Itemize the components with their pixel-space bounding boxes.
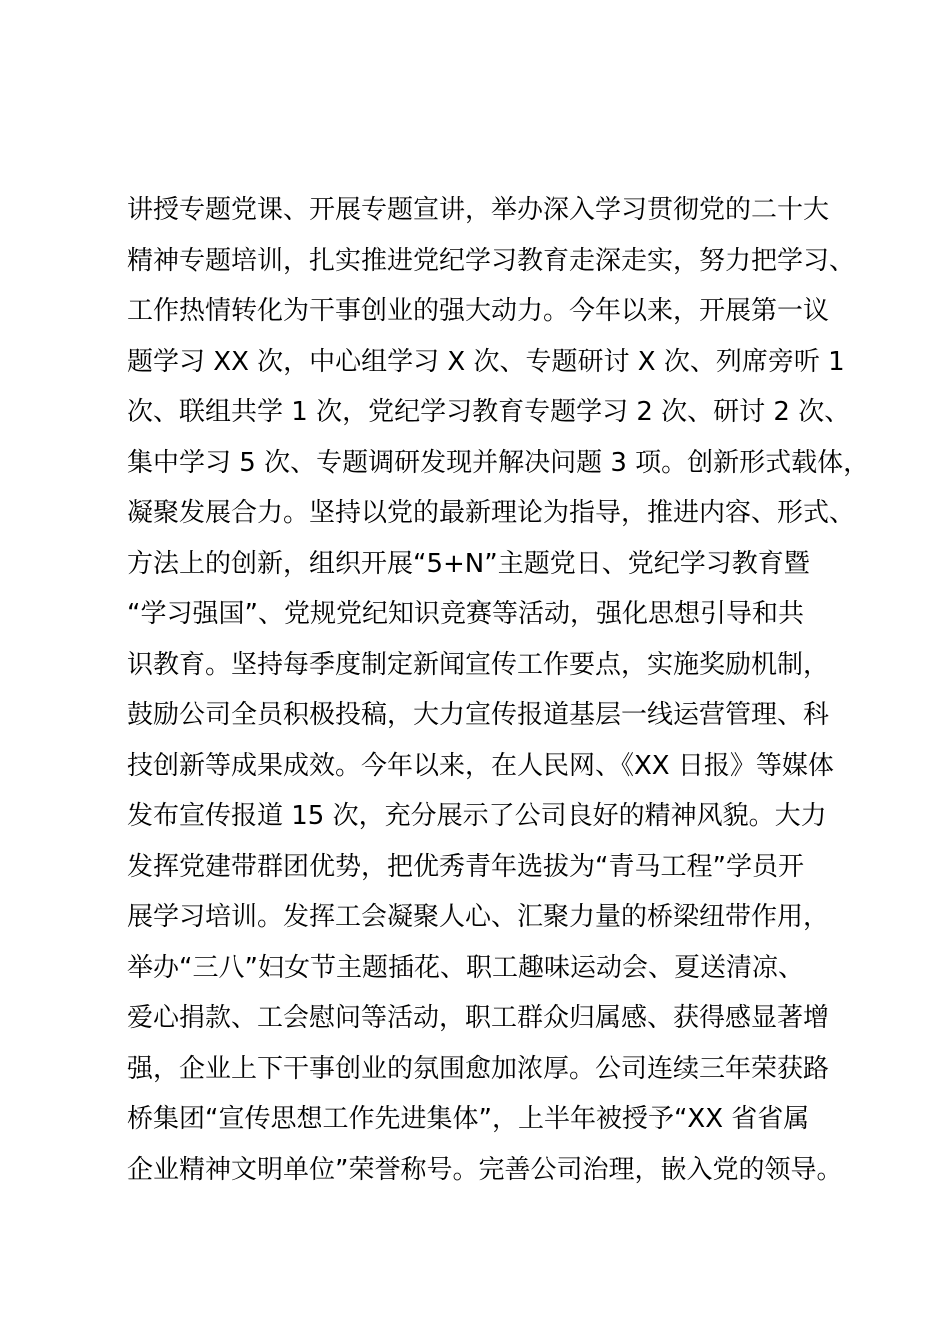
text-line: “学习强国”、党规党纪知识竞赛等活动，强化思想引导和共 [127,599,804,629]
text-line: 讲授专题党课、开展专题宣讲，举办深入学习贯彻党的二十大 [127,195,830,225]
text-line: 识教育。坚持每季度制定新闻宣传工作要点，实施奖励机制， [127,649,830,680]
text-line: 集中学习 5 次、专题调研发现并解决问题 3 项。创新形式载体， [127,447,870,478]
text-line: 技创新等成果成效。今年以来，在人民网、《XX 日报》等媒体 [127,750,834,781]
text-line: 方法上的创新，组织开展“5+N”主题党日、党纪学习教育暨 [127,548,810,579]
text-line: 发布宣传报道 15 次，充分展示了公司良好的精神风貌。大力 [127,801,827,831]
text-line: 次、联组共学 1 次，党纪学习教育专题学习 2 次、研讨 2 次、 [127,397,851,427]
text-line: 题学习 XX 次，中心组学习 X 次、专题研讨 X 次、列席旁听 1 [127,346,845,377]
text-line: 桥集团“宣传思想工作先进集体”，上半年被授予“XX 省省属 [127,1104,810,1134]
text-line: 发挥党建带群团优势，把优秀青年选拔为“青马工程”学员开 [127,851,804,882]
text-line: 企业精神文明单位”荣誉称号。完善公司治理，嵌入党的领导。 [127,1154,843,1185]
text-line: 强，企业上下干事创业的氛围愈加浓厚。公司连续三年荣获路 [127,1053,830,1084]
text-line: 鼓励公司全员积极投稿，大力宣传报道基层一线运营管理、科 [127,700,830,730]
text-line: 凝聚发展合力。坚持以党的最新理论为指导，推进内容、形式、 [127,498,856,528]
text-line: 精神专题培训，扎实推进党纪学习教育走深走实，努力把学习、 [127,245,856,276]
body-paragraph [127,185,870,1195]
text-line: 展学习培训。发挥工会凝聚人心、汇聚力量的桥梁纽带作用， [127,902,830,932]
text-line: 爱心捐款、工会慰问等活动，职工群众归属感、获得感显著增 [127,1003,830,1033]
text-line: 举办“三八”妇女节主题插花、职工趣味运动会、夏送清凉、 [127,952,804,983]
text-line: 工作热情转化为干事创业的强大动力。今年以来，开展第一议 [127,296,830,326]
